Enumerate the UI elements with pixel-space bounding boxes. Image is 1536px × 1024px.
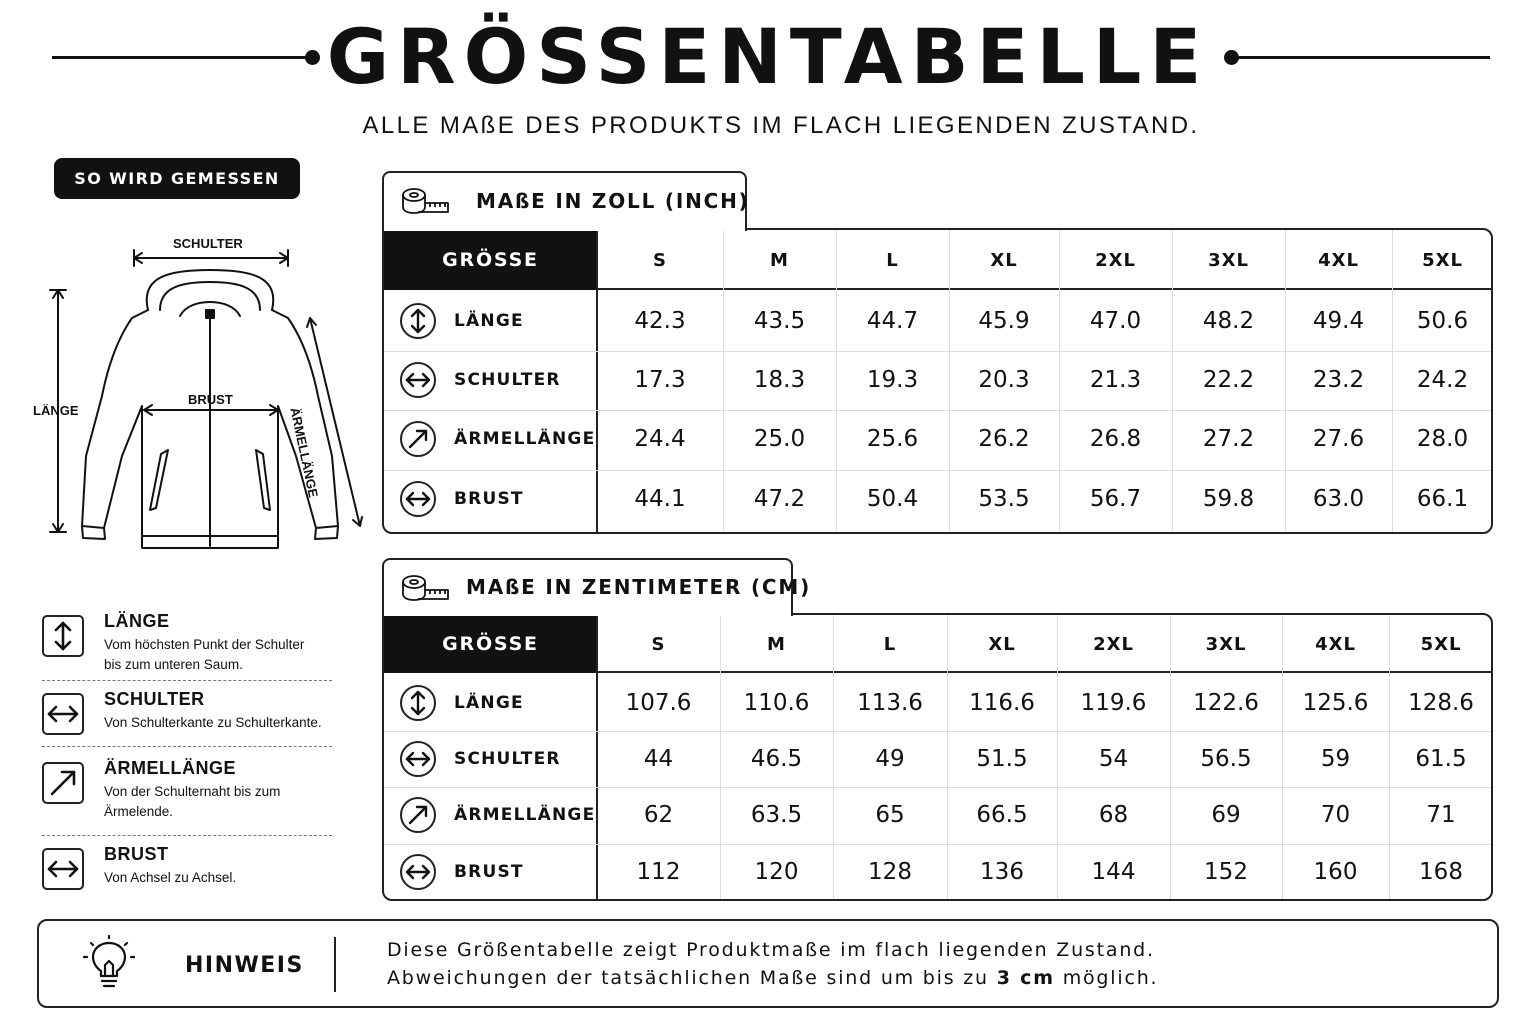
- table-cell: 22.2: [1202, 367, 1255, 393]
- vertical-arrow-icon: [400, 303, 436, 339]
- horizontal-arrow-icon: [400, 362, 436, 398]
- table-cell: 107.6: [625, 690, 692, 716]
- inch-table-tab: [382, 171, 750, 231]
- table-cell: 168: [1419, 859, 1463, 885]
- table-cell: 51.5: [976, 746, 1028, 772]
- legend-title: BRUST: [104, 844, 169, 864]
- how-to-measure-badge: SO WIRD GEMESSEN: [54, 158, 300, 199]
- tape-measure-icon: [400, 572, 452, 604]
- table-cell: 152: [1204, 859, 1248, 885]
- size-column-header: 3XL: [1208, 249, 1249, 271]
- table-cell: 43.5: [753, 308, 806, 334]
- horizontal-arrow-icon: [400, 741, 436, 777]
- note-heading: HINWEIS: [185, 953, 304, 978]
- table-cell: 120: [754, 859, 799, 885]
- size-column-header: XL: [990, 249, 1018, 271]
- measurement-name: SCHULTER: [454, 370, 561, 390]
- table-cell: 56.5: [1200, 746, 1252, 772]
- horizontal-arrow-icon: [400, 481, 436, 517]
- legend-divider: [42, 835, 332, 836]
- table-cell: 66.1: [1416, 486, 1469, 512]
- table-cell: 47.0: [1089, 308, 1142, 334]
- size-column-header: L: [883, 633, 897, 655]
- size-header: GRÖSSE: [384, 615, 597, 673]
- table-cell: 110.6: [743, 690, 810, 716]
- table-cell: 20.3: [978, 367, 1030, 393]
- table-row-label: [400, 675, 524, 731]
- note-line-2: Abweichungen der tatsächlichen Maße sind um bis zu 3 cm möglich.: [387, 967, 1159, 989]
- legend-description: Von Achsel zu Achsel.: [104, 870, 237, 885]
- table-row-label: [400, 410, 595, 468]
- measurement-name: LÄNGE: [454, 311, 524, 331]
- measurement-name: ÄRMELLÄNGE: [454, 805, 596, 825]
- table-cell: 63.5: [750, 802, 803, 828]
- size-column-header: L: [886, 249, 899, 271]
- measurement-name: SCHULTER: [454, 749, 561, 769]
- table-cell: 68: [1098, 802, 1129, 828]
- table-cell: 71: [1426, 802, 1456, 828]
- size-column-header: 3XL: [1205, 633, 1247, 655]
- table-cell: 69: [1211, 802, 1241, 828]
- diagonal-arrow-icon: [42, 762, 84, 804]
- size-column-header: M: [767, 633, 786, 655]
- table-cell: 49: [875, 746, 905, 772]
- page-title: GRÖSSENTABELLE: [326, 12, 1210, 101]
- table-cell: 24.2: [1416, 367, 1469, 393]
- note-divider: [334, 937, 336, 992]
- inch-size-table: [382, 228, 1493, 534]
- table-cell: 144: [1091, 859, 1136, 885]
- diagonal-arrow-icon: [400, 797, 436, 833]
- legend-title: LÄNGE: [104, 611, 170, 631]
- table-cell: 122.6: [1193, 690, 1259, 716]
- legend-description: Von der Schulternaht bis zum Ärmelende.: [104, 784, 281, 819]
- table-cell: 119.6: [1080, 690, 1147, 716]
- diagram-label-chest: BRUST: [188, 392, 233, 407]
- size-column-header: 5XL: [1420, 633, 1462, 655]
- inch-table-title: MAßE IN ZOLL (INCH): [476, 189, 750, 213]
- size-column-header: XL: [988, 633, 1016, 655]
- size-column-header: S: [653, 249, 667, 271]
- table-cell: 42.3: [634, 308, 686, 334]
- legend-title: SCHULTER: [104, 689, 205, 709]
- note-box: [37, 919, 1499, 1008]
- horizontal-arrow-icon: [42, 848, 84, 890]
- size-column-header: S: [651, 633, 666, 655]
- table-cell: 46.5: [750, 746, 803, 772]
- table-cell: 59: [1320, 746, 1351, 772]
- table-cell: 63.0: [1312, 486, 1365, 512]
- table-cell: 54: [1098, 746, 1129, 772]
- note-line-1: Diese Größentabelle zeigt Produktmaße im flach liegenden Zustand.: [387, 939, 1155, 961]
- table-cell: 28.0: [1416, 426, 1469, 452]
- table-cell: 62: [643, 802, 674, 828]
- legend-title: ÄRMELLÄNGE: [104, 758, 236, 778]
- table-row-label: [400, 787, 595, 843]
- table-cell: 112: [636, 859, 681, 885]
- table-row-label: [400, 470, 524, 528]
- table-cell: 160: [1313, 859, 1358, 885]
- table-cell: 47.2: [753, 486, 806, 512]
- table-cell: 66.5: [976, 802, 1028, 828]
- table-cell: 24.4: [634, 426, 686, 452]
- table-cell: 128.6: [1408, 690, 1474, 716]
- legend-description: Von Schulterkante zu Schulterkante.: [104, 715, 322, 730]
- table-cell: 128: [868, 859, 912, 885]
- table-cell: 136: [980, 859, 1024, 885]
- table-cell: 44.1: [634, 486, 686, 512]
- diagram-label-length: LÄNGE: [33, 403, 79, 418]
- header-line-right: [1228, 56, 1490, 59]
- size-column-header: 5XL: [1422, 249, 1463, 271]
- lightbulb-icon: [83, 935, 135, 993]
- table-cell: 25.0: [753, 426, 806, 452]
- table-cell: 27.2: [1202, 426, 1255, 452]
- table-cell: 27.6: [1312, 426, 1365, 452]
- size-header: GRÖSSE: [384, 230, 597, 290]
- vertical-arrow-icon: [42, 615, 84, 657]
- page-subtitle: ALLE MAßE DES PRODUKTS IM FLACH LIEGENDEN ZUSTAND.: [362, 112, 1200, 139]
- size-column-header: 4XL: [1315, 633, 1356, 655]
- table-cell: 23.2: [1312, 367, 1365, 393]
- diagram-label-sleeve: ÄRMELLÄNGE: [287, 406, 322, 499]
- legend-divider: [42, 680, 332, 681]
- table-cell: 44: [643, 746, 674, 772]
- table-cell: 17.3: [634, 367, 686, 393]
- table-cell: 65: [875, 802, 905, 828]
- table-cell: 113.6: [857, 690, 923, 716]
- tape-measure-icon: [400, 185, 452, 217]
- size-column-header: M: [770, 249, 789, 271]
- table-row-label: [400, 292, 524, 350]
- table-cell: 125.6: [1302, 690, 1369, 716]
- table-cell: 116.6: [969, 690, 1035, 716]
- horizontal-arrow-icon: [42, 693, 84, 735]
- table-cell: 25.6: [866, 426, 919, 452]
- measurement-name: BRUST: [454, 489, 524, 509]
- size-column-header: 2XL: [1093, 633, 1134, 655]
- size-column-header: 2XL: [1095, 249, 1136, 271]
- measurement-name: BRUST: [454, 862, 524, 882]
- table-cell: 21.3: [1089, 367, 1142, 393]
- table-cell: 53.5: [978, 486, 1030, 512]
- table-cell: 18.3: [753, 367, 806, 393]
- legend-divider: [42, 746, 332, 747]
- table-cell: 50.6: [1416, 308, 1469, 334]
- table-row-label: [400, 351, 561, 409]
- table-cell: 26.2: [978, 426, 1030, 452]
- table-cell: 56.7: [1089, 486, 1142, 512]
- table-cell: 70: [1320, 802, 1351, 828]
- measurement-name: ÄRMELLÄNGE: [454, 429, 596, 449]
- table-cell: 59.8: [1202, 486, 1255, 512]
- table-cell: 49.4: [1312, 308, 1365, 334]
- measurement-name: LÄNGE: [454, 693, 524, 713]
- legend-description: Vom höchsten Punkt der Schulter bis zum unteren Saum.: [104, 637, 305, 672]
- table-cell: 50.4: [866, 486, 919, 512]
- table-cell: 61.5: [1415, 746, 1467, 772]
- table-cell: 26.8: [1089, 426, 1142, 452]
- cm-table-title: MAßE IN ZENTIMETER (CM): [466, 575, 812, 599]
- vertical-arrow-icon: [400, 685, 436, 721]
- table-cell: 19.3: [866, 367, 919, 393]
- diagram-label-shoulder: SCHULTER: [173, 236, 243, 251]
- diagonal-arrow-icon: [400, 421, 436, 457]
- table-row-label: [400, 731, 561, 787]
- cm-size-table: [382, 613, 1493, 901]
- table-cell: 44.7: [866, 308, 919, 334]
- table-row-label: [400, 844, 524, 900]
- cm-table-tab: [382, 558, 812, 616]
- table-cell: 45.9: [978, 308, 1030, 334]
- horizontal-arrow-icon: [400, 854, 436, 890]
- size-column-header: 4XL: [1318, 249, 1359, 271]
- table-cell: 48.2: [1202, 308, 1255, 334]
